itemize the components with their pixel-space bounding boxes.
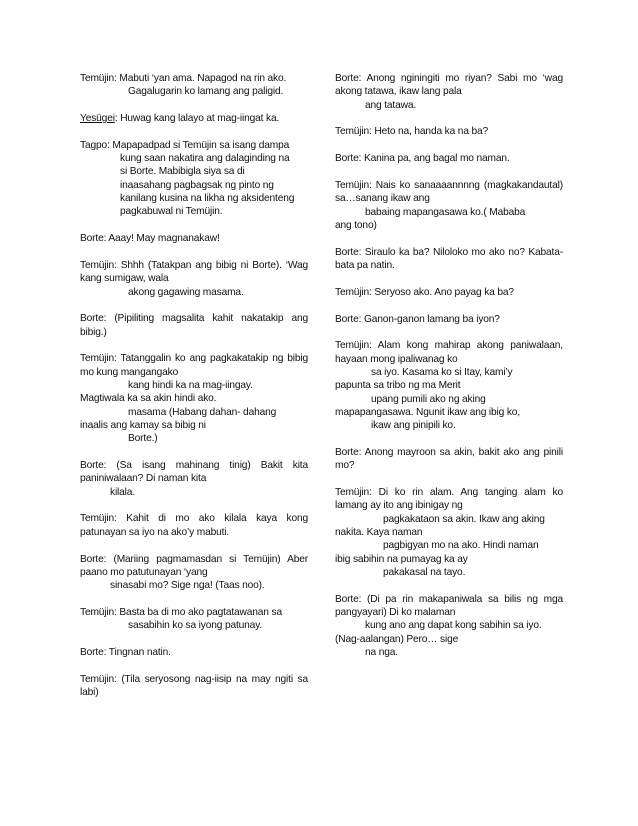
dialogue-line — [80, 112, 308, 125]
dialogue-line: Temüjin: Nais ko sanaaaannnng (magkakandautal) sa…sanang ikaw ang — [335, 179, 563, 205]
dialogue-entry — [335, 125, 563, 138]
dialogue-line: Borte: Kanina pa, ang bagal mo naman. — [335, 153, 510, 165]
dialogue-entry — [335, 339, 563, 432]
dialogue-entry — [335, 179, 563, 232]
dialogue-line: inaalis ang kamay sa bibig ni — [80, 419, 206, 431]
dialogue-line: Borte: (Pipiliting magsalita kahit nakatakip ang bibig.) — [80, 313, 308, 338]
dialogue-line: papunta sa tribo ng ma Merit — [335, 380, 461, 392]
dialogue-line: Borte.) — [128, 433, 158, 445]
dialogue-line: Borte: Ganon-ganon lamang ba iyon? — [335, 313, 500, 325]
left-column — [80, 72, 308, 713]
dialogue-line: kung saan nakatira ang dalaginding na — [120, 153, 290, 165]
dialogue-line: kanilang kusina na likha ng aksidenteng — [120, 193, 295, 205]
dialogue-entry — [335, 593, 563, 659]
dialogue-entry — [80, 312, 308, 339]
dialogue-entry — [80, 512, 308, 539]
dialogue-line: Borte: (Di pa rin makapaniwala sa bilis ng mga pangyayari) Di ko malaman — [335, 593, 563, 618]
dialogue-entry — [80, 352, 308, 445]
dialogue-line: Temüjin: Heto na, handa ka na ba? — [335, 126, 489, 138]
dialogue-line: ikaw ang pinipili ko. — [371, 420, 456, 432]
dialogue-entry — [335, 313, 563, 326]
dialogue-line: kilala. — [110, 486, 135, 498]
dialogue-entry — [335, 486, 563, 579]
dialogue-entry — [80, 459, 308, 499]
right-column — [335, 72, 563, 673]
dialogue-entry — [335, 286, 563, 299]
dialogue-line: ibig sabihin na pumayag ka ay — [335, 553, 468, 565]
dialogue-entry — [80, 646, 308, 659]
dialogue-entry — [80, 673, 308, 700]
speaker-name: Yesügei — [80, 113, 115, 125]
dialogue-line: pagkabuwal ni Temüjin. — [120, 206, 223, 218]
dialogue-line: akong gagawing masama. — [128, 286, 244, 298]
dialogue-entry — [80, 112, 308, 125]
dialogue-line: Temüjin: Kahit di mo ako kilala kaya kong patunayan sa iyo na ako’y mabuti. — [80, 513, 308, 538]
dialogue-entry — [80, 606, 308, 633]
dialogue-entry — [80, 139, 308, 219]
dialogue-line: Temüjin: Alam kong mahirap akong paniwalaan, hayaan mong ipaliwanag ko — [335, 340, 563, 365]
dialogue-line: pakakasal na tayo. — [383, 566, 466, 578]
dialogue-line: Borte: Anong nginingiti mo riyan? Sabi mo ‘wag akong tatawa, ikaw lang pala — [335, 73, 563, 98]
dialogue-line: Borte: Siraulo ka ba? Niloloko mo ako no? Kabata-bata pa natin. — [335, 246, 563, 271]
dialogue-line: Borte: Aaay! May magnanakaw! — [80, 233, 220, 245]
dialogue-entry — [335, 246, 563, 273]
dialogue-line: masama (Habang dahan- dahang — [128, 406, 277, 418]
dialogue-line: nakita. Kaya naman — [335, 526, 423, 538]
dialogue-line: kang hindi ka na mag-iingay. — [128, 380, 253, 392]
dialogue-line: inaasahang pagbagsak ng pinto ng — [120, 179, 274, 191]
dialogue-line: Borte: (Mariing pagmamasdan si Temüjin) Aber paano mo patutunayan ‘yang — [80, 553, 308, 578]
dialogue-line: babaing mapangasawa ko.( Mababa — [365, 206, 526, 218]
dialogue-entry — [80, 259, 308, 299]
dialogue-line: pagkakataon sa akin. Ikaw ang aking — [383, 513, 545, 525]
dialogue-line: sa iyo. Kasama ko si Itay, kami’y — [371, 366, 513, 378]
dialogue-line: ang tatawa. — [365, 99, 417, 111]
dialogue-line: Magtiwala ka sa akin hindi ako. — [80, 393, 217, 405]
dialogue-line: Temüjin: Di ko rin alam. Ang tanging alam ko lamang ay ito ang ibinigay ng — [335, 487, 563, 512]
dialogue-line: Temüjin: (Tila seryosong nag-iisip na may ngiti sa labi) — [80, 673, 308, 699]
dialogue-line: kung ano ang dapat kong sabihin sa iyo. — [365, 620, 542, 632]
dialogue-entry — [80, 232, 308, 245]
dialogue-entry — [335, 72, 563, 112]
dialogue-line: upang pumili ako ng aking — [371, 393, 486, 405]
dialogue-line: Tagpo: Mapapadpad si Temüjin sa isang dampa — [80, 139, 290, 151]
dialogue-entry — [335, 152, 563, 165]
dialogue-text: : Huwag kang lalayo at mag-iingat ka. — [114, 113, 280, 125]
dialogue-line: mapapangasawa. Ngunit ikaw ang ibig ko, — [335, 406, 521, 418]
dialogue-line: si Borte. Mabibigla siya sa di — [120, 166, 245, 178]
dialogue-line: Temüjin: Seryoso ako. Ano payag ka ba? — [335, 286, 514, 298]
dialogue-line: Borte: Tingnan natin. — [80, 647, 171, 658]
dialogue-line: Temüjin: Shhh (Tatakpan ang bibig ni Borte). ‘Wag kang sumigaw, wala — [80, 259, 308, 285]
dialogue-entry — [80, 72, 308, 99]
dialogue-line: Temüjin: Basta ba di mo ako pagtatawanan sa — [80, 606, 282, 618]
dialogue-entry — [335, 446, 563, 473]
dialogue-line: Temüjin: Tatanggalin ko ang pagkakatakip ng bibig mo kung mangangako — [80, 353, 308, 378]
dialogue-line: na nga. — [365, 646, 398, 658]
dialogue-line: (Nag-aalangan) Pero… sige — [335, 633, 459, 645]
dialogue-line: Gagalugarin ko lamang ang paligid. — [128, 86, 284, 98]
dialogue-line: ang tono) — [335, 219, 377, 231]
dialogue-line: sinasabi mo? Sige nga! (Taas noo). — [110, 580, 265, 592]
dialogue-entry — [80, 553, 308, 593]
dialogue-line: sasabihin ko sa iyong patunay. — [128, 620, 263, 632]
dialogue-line: Temüjin: Mabuti ‘yan ama. Napagod na rin ako. — [80, 73, 287, 84]
dialogue-line: Borte: Anong mayroon sa akin, bakit ako ang pinili mo? — [335, 446, 563, 472]
dialogue-line: pagbigyan mo na ako. Hindi naman — [383, 540, 539, 552]
dialogue-line: Borte: (Sa isang mahinang tinig) Bakit kita paniniwalaan? Di naman kita — [80, 460, 308, 485]
